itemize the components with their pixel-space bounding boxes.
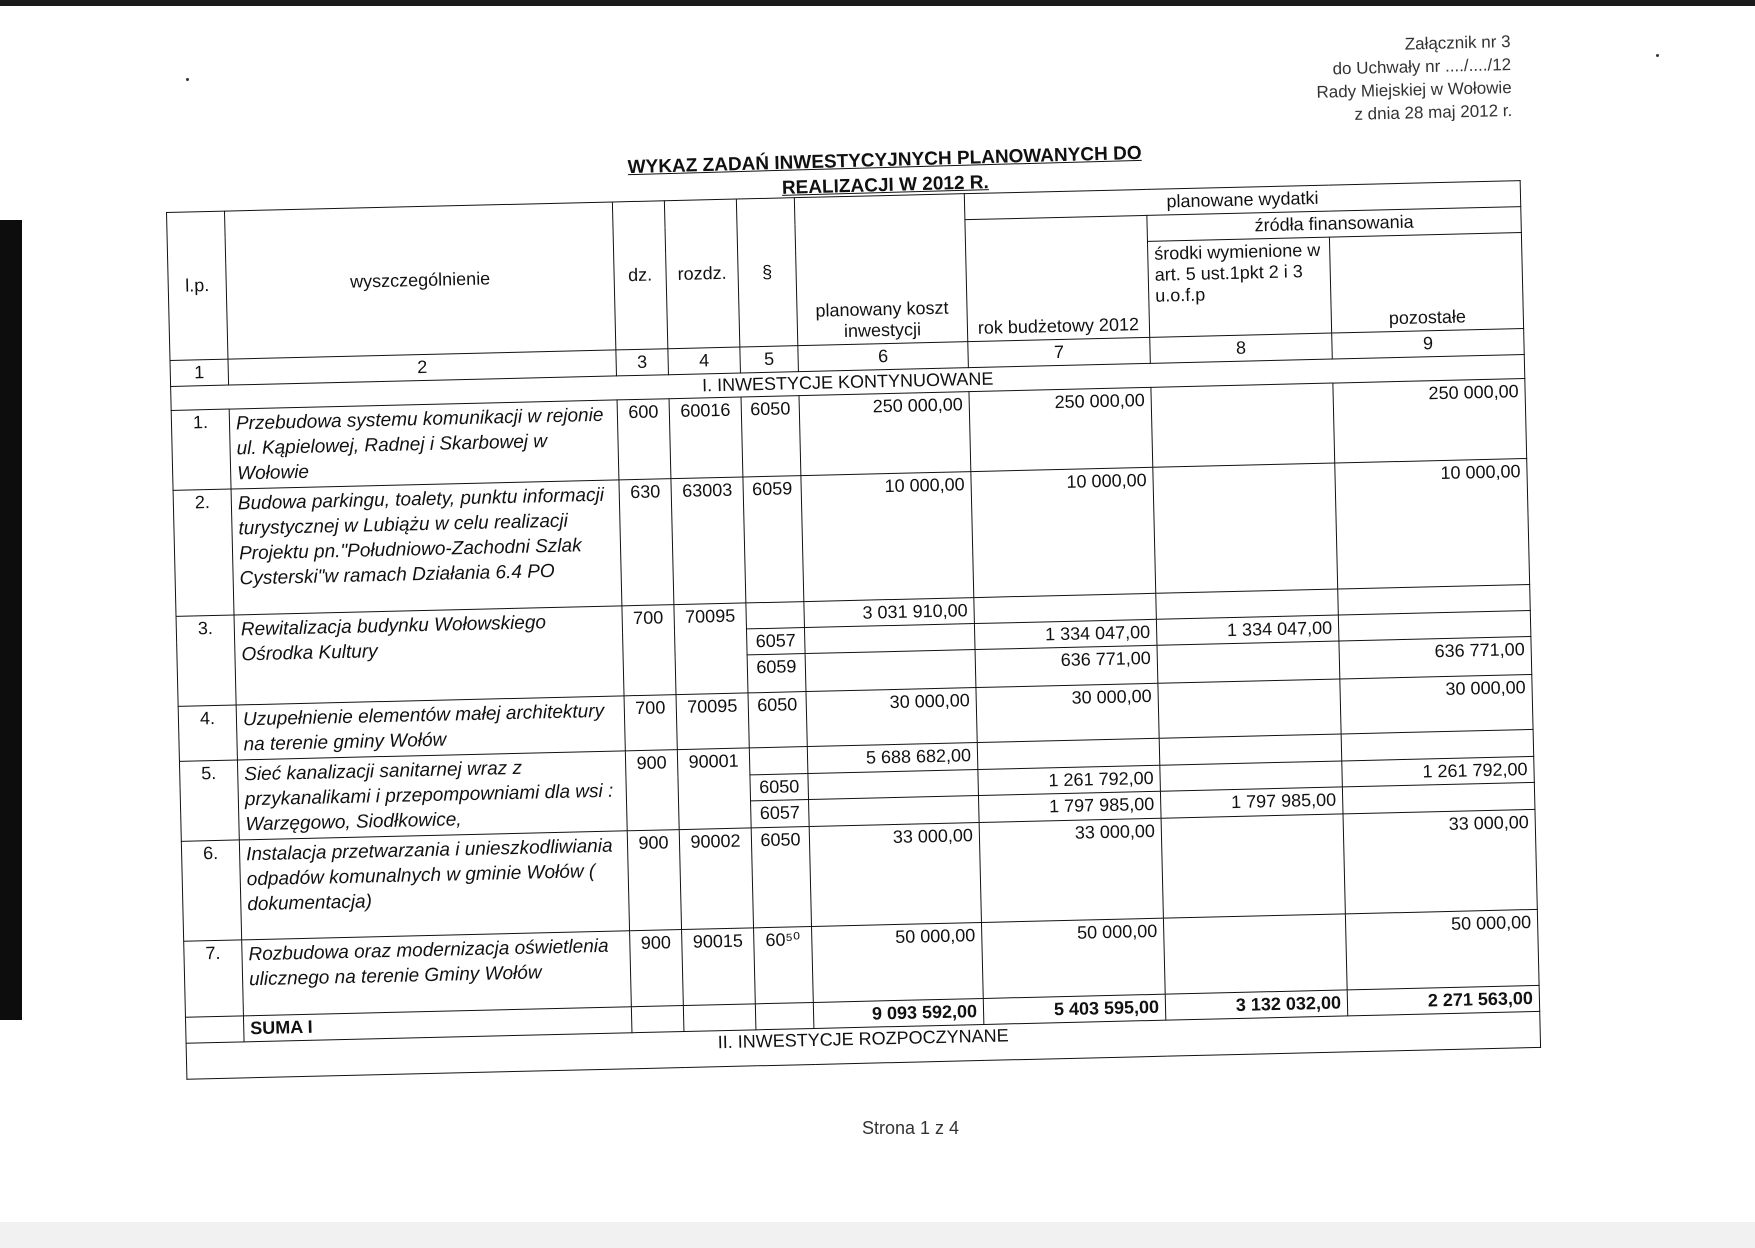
- row-rozdz: 70095: [676, 693, 749, 750]
- row-rok: 30 000,00: [976, 683, 1159, 742]
- subrow-koszt: [808, 769, 979, 800]
- scan-edge-bottom: [0, 1222, 1755, 1248]
- header-paragraph: §: [736, 198, 797, 347]
- row-name: Przebudowa systemu komunikacji w rejonie ul. Kąpielowej, Radnej i Skarbowej w Wołowie: [229, 400, 619, 489]
- row-rozdz: 90001: [677, 748, 751, 830]
- row-rozdz: 90002: [679, 828, 753, 930]
- row-koszt: 50 000,00: [812, 922, 984, 1002]
- annex-header: [1315, 30, 1512, 127]
- row-par: 6050: [741, 396, 801, 477]
- col-number-2: 2: [228, 350, 617, 385]
- row-lp: 3.: [176, 615, 236, 706]
- section-1-heading: I. INWESTYCJE KONTYNUOWANE: [171, 355, 1525, 411]
- annex-line-2: do Uchwały nr ..../..../12: [1332, 54, 1512, 79]
- header-wyszczegolnienie: wyszczególnienie: [224, 202, 615, 359]
- row-pozostale: 33 000,00: [1343, 809, 1537, 913]
- row-rok: 33 000,00: [979, 818, 1163, 922]
- title-line-1: WYKAZ ZADAŃ INWESTYCYJNYCH PLANOWANYCH DO: [627, 142, 1142, 179]
- col-number-6: 6: [798, 342, 969, 372]
- col-number-7: 7: [968, 337, 1151, 367]
- row-lp: 1.: [171, 409, 231, 490]
- row-dz: 700: [624, 695, 677, 751]
- subrow-par: 6059: [747, 654, 806, 693]
- section-2-heading: II. INWESTYCJE ROZPOCZYNANE: [186, 1011, 1540, 1079]
- col-number-1: 1: [170, 359, 229, 386]
- header-rok-budzetowy: rok budżetowy 2012: [965, 215, 1150, 341]
- scan-speck: [186, 78, 189, 81]
- row-koszt: 30 000,00: [806, 688, 977, 747]
- sum-rok: 5 403 595,00: [983, 994, 1166, 1024]
- row-pozostale: 10 000,00: [1335, 459, 1530, 589]
- row-rozdz: 90015: [682, 928, 756, 1006]
- row-dz: 600: [617, 399, 671, 480]
- table-body: [171, 355, 1541, 1080]
- subrow-koszt: [805, 650, 976, 692]
- row-rozdz: 60016: [669, 397, 743, 479]
- page-footer: Strona 1 z 4: [862, 1118, 960, 1138]
- sum-lp: [185, 1016, 244, 1043]
- header-lp: l.p.: [167, 211, 228, 360]
- subrow-rok: 1 334 047,00: [974, 619, 1157, 649]
- row-dz: 900: [625, 750, 679, 831]
- subrow-srodki: 1 334 047,00: [1156, 615, 1339, 645]
- row-par: 60⁵⁰: [754, 926, 814, 1003]
- sum-dz: [631, 1006, 684, 1033]
- sum-par: [755, 1002, 814, 1029]
- row-name: Uzupełnienie elementów małej architektury na terenie gminy Wołów: [236, 696, 625, 760]
- header-zrodla: źródła finansowania: [1147, 207, 1522, 242]
- subrow-srodki: [1157, 641, 1340, 683]
- row-par: [746, 602, 805, 629]
- annex-line-4: z dnia 28 maj 2012 r.: [1353, 100, 1513, 124]
- row-koszt: 250 000,00: [799, 392, 971, 476]
- col-number-9: 9: [1332, 329, 1525, 360]
- row-koszt: 10 000,00: [801, 472, 974, 602]
- subrow-par: 6050: [750, 773, 809, 801]
- scan-edge-top: [0, 0, 1755, 6]
- row-rok: 50 000,00: [981, 918, 1165, 998]
- row-name: Rozbudowa oraz modernizacja oświetlenia ulicznego na terenie Gminy Wołów: [242, 931, 632, 1016]
- subrow-rok: 1 261 792,00: [978, 765, 1161, 796]
- row-srodki: [1163, 914, 1347, 994]
- row-par: [749, 747, 808, 775]
- header-planowane-wydatki: planowane wydatki: [964, 181, 1520, 220]
- row-lp: 7.: [184, 940, 244, 1017]
- subrow-rok: 636 771,00: [975, 645, 1158, 687]
- row-dz: 900: [627, 830, 681, 931]
- row-srodki: [1153, 463, 1338, 593]
- header-rozdz: rozdz.: [664, 199, 739, 349]
- row-lp: 5.: [179, 760, 239, 841]
- investment-table-wrapper: [166, 180, 1540, 1080]
- row-pozostale: 50 000,00: [1345, 909, 1539, 990]
- scan-edge-left: [0, 220, 22, 1020]
- subrow-koszt: [804, 624, 975, 654]
- header-koszt: planowany koszt inwestycji: [794, 194, 967, 346]
- subrow-par: 6057: [751, 800, 810, 828]
- row-name: Sieć kanalizacji sanitarnej wraz z przykanalikami i przepompowniami dla wsi : Warzęgowo, Siodłkowice,: [237, 751, 627, 840]
- row-lp: 6.: [181, 840, 241, 941]
- row-name: Instalacja przetwarzania i unieszkodliwiania odpadów komunalnych w gminie Wołów ( dokumentacja): [239, 831, 629, 940]
- row-koszt: 3 031 910,00: [804, 598, 975, 628]
- row-pozostale: 30 000,00: [1340, 674, 1533, 734]
- row-pozostale: 250 000,00: [1333, 379, 1527, 464]
- sum-srodki: 3 132 032,00: [1165, 990, 1348, 1020]
- sum-pozostale: 2 271 563,00: [1347, 985, 1540, 1016]
- row-name: Rewitalizacja budynku Wołowskiego Ośrodka Kultury: [234, 606, 624, 705]
- row-rok: 250 000,00: [969, 387, 1153, 471]
- annex-line-1: Załącznik nr 3: [1404, 31, 1511, 54]
- sum-label: SUMA I: [243, 1007, 632, 1042]
- col-number-8: 8: [1150, 333, 1333, 363]
- row-par: 6050: [748, 692, 807, 748]
- row-rozdz: 70095: [674, 603, 748, 695]
- col-number-3: 3: [616, 349, 669, 376]
- row-dz: 700: [622, 605, 676, 696]
- row-srodki: [1161, 814, 1345, 918]
- subrow-pozostale: 636 771,00: [1339, 636, 1532, 679]
- col-number-5: 5: [740, 346, 799, 373]
- row-koszt: 33 000,00: [809, 823, 981, 927]
- header-srodki: środki wymienione w art. 5 ust.1pkt 2 i 3 u.o.f.p: [1147, 237, 1331, 337]
- row-name: Budowa parkingu, toalety, punktu informacji turystycznej w Lubiążu w celu realizacji Projektu pn."Południowo-Zachodni Szlak Cysterski"w ramach Działania 6.4 PO: [231, 480, 622, 615]
- row-rozdz: 63003: [671, 477, 746, 605]
- annex-line-3: Rady Miejskiej w Wołowie: [1315, 77, 1512, 102]
- sum-rozdz: [683, 1004, 756, 1032]
- subrow-par: 6057: [746, 628, 805, 655]
- subrow-rok: 1 797 985,00: [978, 792, 1161, 823]
- row-koszt: 5 688 682,00: [807, 743, 978, 774]
- subrow-koszt: [809, 796, 980, 827]
- title-line-2: REALIZACJI W 2012 R.: [781, 172, 990, 199]
- row-lp: 4.: [178, 705, 237, 761]
- row-dz: 900: [630, 930, 684, 1007]
- scan-speck: [1656, 54, 1659, 57]
- header-pozostale: pozostałe: [1329, 233, 1523, 333]
- sum-koszt: 9 093 592,00: [813, 998, 984, 1028]
- header-dz: dz.: [612, 201, 667, 350]
- row-srodki: [1158, 679, 1341, 738]
- subrow-srodki: 1 797 985,00: [1160, 787, 1343, 818]
- row-dz: 630: [619, 479, 674, 606]
- investment-table: [166, 180, 1541, 1080]
- row-rok: 10 000,00: [971, 467, 1156, 597]
- subrow-pozostale: 1 261 792,00: [1342, 756, 1535, 787]
- row-lp: 2.: [173, 489, 234, 616]
- row-par: 6059: [743, 476, 804, 603]
- row-srodki: [1151, 383, 1335, 467]
- row-par: 6050: [751, 827, 811, 928]
- col-number-4: 4: [668, 347, 741, 375]
